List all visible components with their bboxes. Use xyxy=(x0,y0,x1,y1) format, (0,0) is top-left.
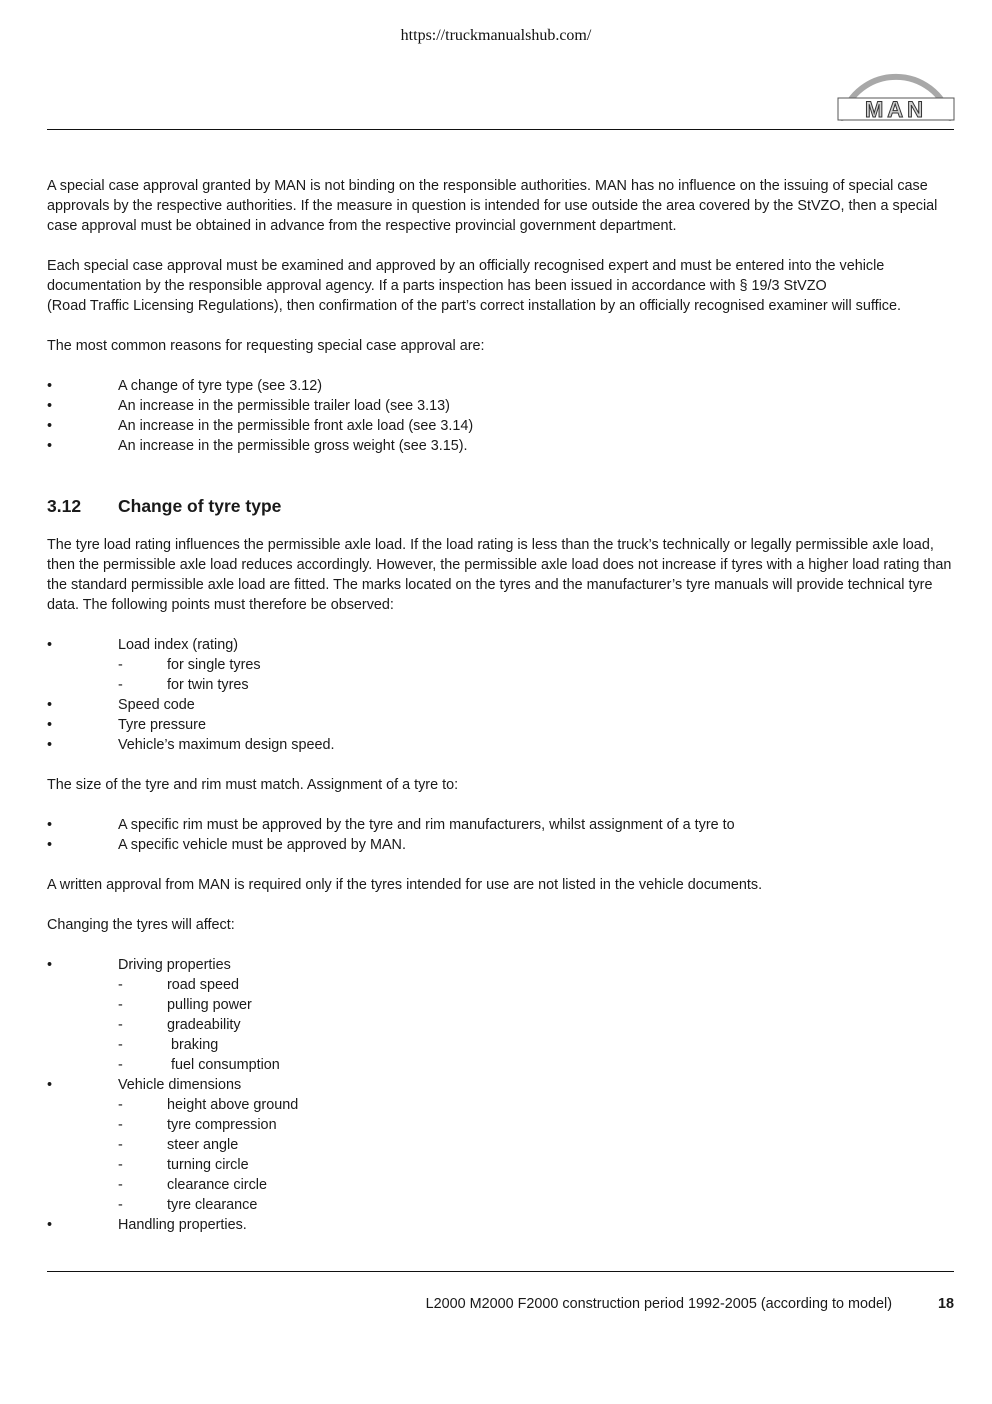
footer-rule xyxy=(47,1271,954,1272)
list-item: • A change of tyre type (see 3.12) xyxy=(47,378,322,394)
list-item: • Speed code xyxy=(47,697,195,713)
section-number: 3.12 xyxy=(47,496,82,516)
list-item: - gradeability xyxy=(118,1017,241,1033)
section-heading xyxy=(47,495,957,517)
list-item: - height above ground xyxy=(118,1097,299,1113)
footer-text: L2000 M2000 F2000 construction period 1992-2005 (according to model) xyxy=(425,1296,892,1312)
intro-paragraph-1: A special case approval granted by MAN is not binding on the responsible authorities. MAN has no influence on the issuing of special case approvals by the respective authorities. If the measure in question is intended for use outside the area covered by the StVZO, then a special case approval must be obtained in advance from the respective provincial government department. xyxy=(47,178,938,234)
list-item: • Driving properties - road speed - pulling power - gradeability - braking - fuel consumption xyxy=(47,955,957,1075)
list-item: - tyre compression xyxy=(118,1117,277,1133)
affects-list xyxy=(47,955,957,1235)
driving-sublist xyxy=(118,975,957,1075)
list-item: - fuel consumption xyxy=(118,1057,280,1073)
page-number: 18 xyxy=(937,1296,954,1312)
list-item: • Vehicle’s maximum design speed. xyxy=(47,737,335,753)
intro-paragraph-3: The most common reasons for requesting special case approval are: xyxy=(47,338,485,354)
list-item: • An increase in the permissible front axle load (see 3.14) xyxy=(47,418,474,434)
header-rule xyxy=(47,129,954,130)
points-list xyxy=(47,635,957,755)
list-item: - for single tyres xyxy=(118,657,261,673)
list-item: • A specific vehicle must be approved by MAN. xyxy=(47,837,406,853)
assignment-list xyxy=(47,815,957,855)
list-item: - pulling power xyxy=(118,997,252,1013)
list-item: • Handling properties. xyxy=(47,1217,247,1233)
section-title: Change of tyre type xyxy=(118,496,282,516)
intro-paragraph-2-line-1: Each special case approval must be examined and approved by an officially recognised expert and must be entered into the vehicle documentation by the responsible approval agency. If a parts inspection has been issued in accordance with § 19/3 StVZO xyxy=(47,258,885,294)
list-item: • Tyre pressure xyxy=(47,717,206,733)
source-url[interactable]: https://truckmanualshub.com/ xyxy=(400,27,592,44)
man-logo-text: MAN xyxy=(864,97,928,122)
page-content xyxy=(47,176,957,1235)
list-item: - braking xyxy=(118,1037,219,1053)
page-footer xyxy=(47,1296,954,1316)
section-paragraph-2: The size of the tyre and rim must match. Assignment of a tyre to: xyxy=(47,777,459,793)
man-logo xyxy=(836,54,956,124)
list-item: • An increase in the permissible trailer load (see 3.13) xyxy=(47,398,450,414)
list-item: - turning circle xyxy=(118,1157,249,1173)
intro-paragraph-2 xyxy=(47,256,957,316)
list-item: - steer angle xyxy=(118,1137,239,1153)
list-item: • An increase in the permissible gross weight (see 3.15). xyxy=(47,438,468,454)
list-item: - for twin tyres xyxy=(118,677,249,693)
list-item: - road speed xyxy=(118,977,240,993)
section-paragraph-1: The tyre load rating influences the permissible axle load. If the load rating is less than the truck’s technically or legally permissible axle load, then the permissible axle load reduces accordingly. However, the permissible axle load does not increase if tyres with a higher load rating than the standard permissible axle load are fitted. The marks located on the tyres and the manufacturer’s tyre manuals will provide technical tyre data. The following points must therefore be observed: xyxy=(47,537,952,613)
intro-paragraph-2-line-2: (Road Traffic Licensing Regulations), then confirmation of the part’s correct installation by an officially recognised examiner will suffice. xyxy=(47,298,902,314)
dimensions-sublist xyxy=(118,1095,957,1215)
reasons-list xyxy=(47,376,957,456)
list-item: - clearance circle xyxy=(118,1177,267,1193)
section-paragraph-3: A written approval from MAN is required only if the tyres intended for use are not listed in the vehicle documents. xyxy=(47,877,763,893)
load-index-sublist xyxy=(118,655,957,695)
list-item: • Load index (rating) - for single tyres - for twin tyres xyxy=(47,635,957,695)
list-item: • A specific rim must be approved by the tyre and rim manufacturers, whilst assignment of a tyre to xyxy=(47,817,735,833)
list-item: - tyre clearance xyxy=(118,1197,258,1213)
section-paragraph-4: Changing the tyres will affect: xyxy=(47,917,235,933)
list-item: • Vehicle dimensions - height above ground - tyre compression - steer angle - turning circle - clearance circle - tyre clearance xyxy=(47,1075,957,1215)
